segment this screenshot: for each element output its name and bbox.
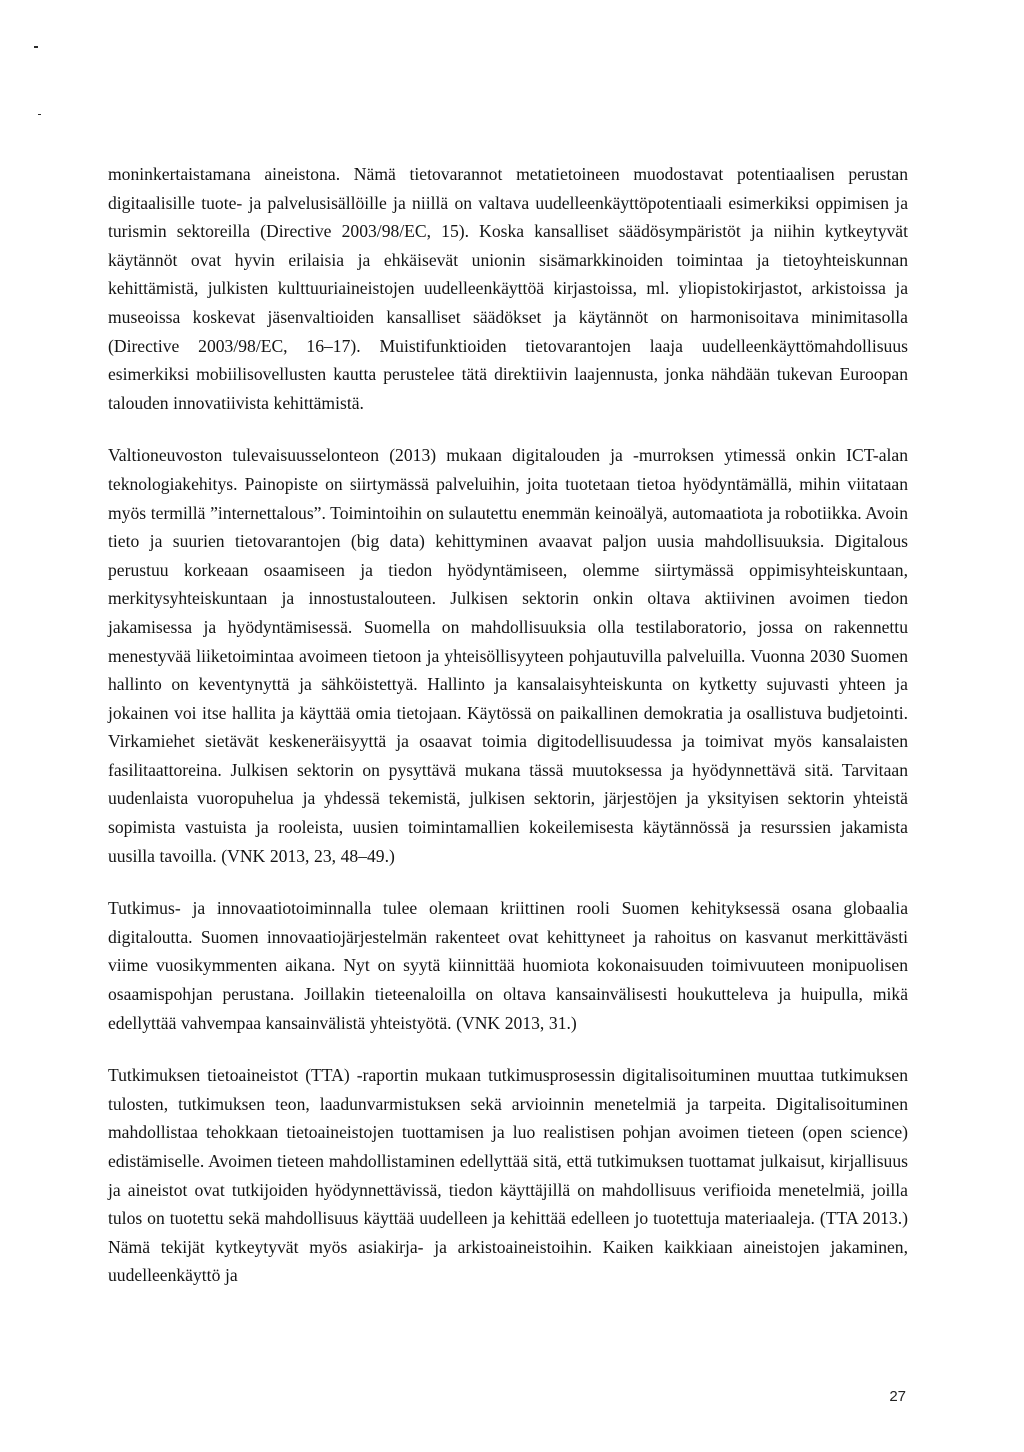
paragraph: Tutkimus- ja innovaatiotoiminnalla tulee olemaan kriittinen rooli Suomen kehityksessä osana globaalia digitaloutta. Suomen innovaatiojärjestelmän rakenteet ovat kehittyneet ja rahoitus on kasvanut merkittävästi viime vuosikymmenten aikana. Nyt on syytä kiinnittää huomiota kokonaisuuden toimivuuteen monipuolisen osaamispohjan perustana. Joillakin tieteenaloilla on oltava kansainvälisesti houkutteleva ja huipulla, mikä edellyttää vahvempaa kansainvälistä yhteistyötä. (VNK 2013, 31.): [108, 898, 908, 1033]
paragraph: Tutkimuksen tietoaineistot (TTA) -raportin mukaan tutkimusprosessin digitalisoituminen muuttaa tutkimuksen tulosten, tutkimuksen teon, laadunvarmistuksen sekä arvioinnin menetelmiä ja tarpeita. Digitalisoituminen mahdollistaa tehokkaan tietoaineistojen tuottamisen ja luo realistisen pohjan avoimen tieteen (open science) edistämiselle. Avoimen tieteen mahdollistaminen edellyttää sitä, että tutkimuksen tuottamat julkaisut, kirjallisuus ja aineistot ovat tutkijoiden hyödynnettävissä, tiedon käyttäjillä on mahdollisuus verifioida menetelmiä, joilla tulos on tuotettu sekä mahdollisuus käyttää uudelleen ja kehittää edelleen jo tuotettuja materiaaleja. (TTA 2013.) Nämä tekijät kytkeytyvät myös asiakirja- ja arkistoaineistoihin. Kaiken kaikkiaan aineistojen jakaminen, uudelleenkäyttö ja: [108, 1065, 908, 1286]
paragraph: Valtioneuvoston tulevaisuusselonteon (2013) mukaan digitalouden ja -murroksen ytimessä onkin ICT-alan teknologiakehitys. Painopiste on siirtymässä palveluihin, joita tuotetaan tietoa hyödyntämällä, mihin viitataan myös termillä ”internettalous”. Toimintoihin on sulautettu enemmän keinoälyä, automaatiota ja robotiikka. Avoin tieto ja suurien tietovarantojen (big data) kehittyminen avaavat paljon uusia mahdollisuuksia. Digitalous perustuu korkeaan osaamiseen ja tiedon hyödyntämiseen, olemme siirtymässä oppimisyhteiskuntaan, merkitysyhteiskuntaan ja innostustalouteen. Julkisen sektorin onkin oltava aktiivinen avoimen tiedon jakamisessa ja hyödyntämisessä. Suomella on mahdollisuuksia olla testilaboratorio, jossa on rakennettu menestyvää liiketoimintaa avoimeen tietoon ja yhteisöllisyyteen pohjautuvilla palveluilla. Vuonna 2030 Suomen hallinto on keventynyttä ja sähköistettyä. Hallinto ja kansalaisyhteiskunta on kytketty sujuvasti yhteen ja jokainen voi itse hallita ja käyttää omia tietojaan. Käytössä on paikallinen demokratia ja osallistuva budjetointi. Virkamiehet sietävät keskeneräisyyttä ja osaavat toimia digitodellisuudessa ja toimivat myös kansalaisten fasilitaattoreina. Julkisen sektorin on pysyttävä mukana tässä muutoksessa ja hyödynnettävä sitä. Tarvitaan uudenlaista vuoropuhelua ja yhdessä tekemistä, julkisen sektorin, järjestöjen ja yksityisen sektorin yhteistä sopimista vastuista ja rooleista, uusien toimintamallien kokeilemisesta käytännössä ja resurssien jakamista uusilla tavoilla. (VNK 2013, 23, 48–49.): [108, 445, 908, 866]
scan-mark: [34, 46, 38, 48]
scan-mark: [38, 114, 41, 115]
body-text: [108, 160, 908, 1290]
paragraph: moninkertaistamana aineistona. Nämä tietovarannot metatietoineen muodostavat potentiaalisen perustan digitaalisille tuote- ja palvelusisällöille ja niillä on valtava uudelleenkäyttöpotentiaali esimerkiksi oppimisen ja turismin sektoreilla (Directive 2003/98/EC, 15). Koska kansalliset säädösympäristöt ja niihin kytkeytyvät käytännöt ovat hyvin erilaisia ja ehkäisevät unionin sisämarkkinoiden toimintaa ja tietoyhteiskunnan kehittämistä, julkisten kulttuuriaineistojen uudelleenkäyttöä kirjastoissa, ml. yliopistokirjastot, arkistoissa ja museoissa koskevat jäsenvaltioiden kansalliset säädökset ja käytännöt on harmonisoitava minimitasolla (Directive 2003/98/EC, 16–17). Muistifunktioiden tietovarantojen laaja uudelleenkäyttömahdollisuus esimerkiksi mobiilisovellusten kautta perustelee tätä direktiivin laajennusta, jonka nähdään tukevan Euroopan talouden innovatiivista kehittämistä.: [108, 164, 908, 413]
page-number: 27: [889, 1388, 906, 1405]
